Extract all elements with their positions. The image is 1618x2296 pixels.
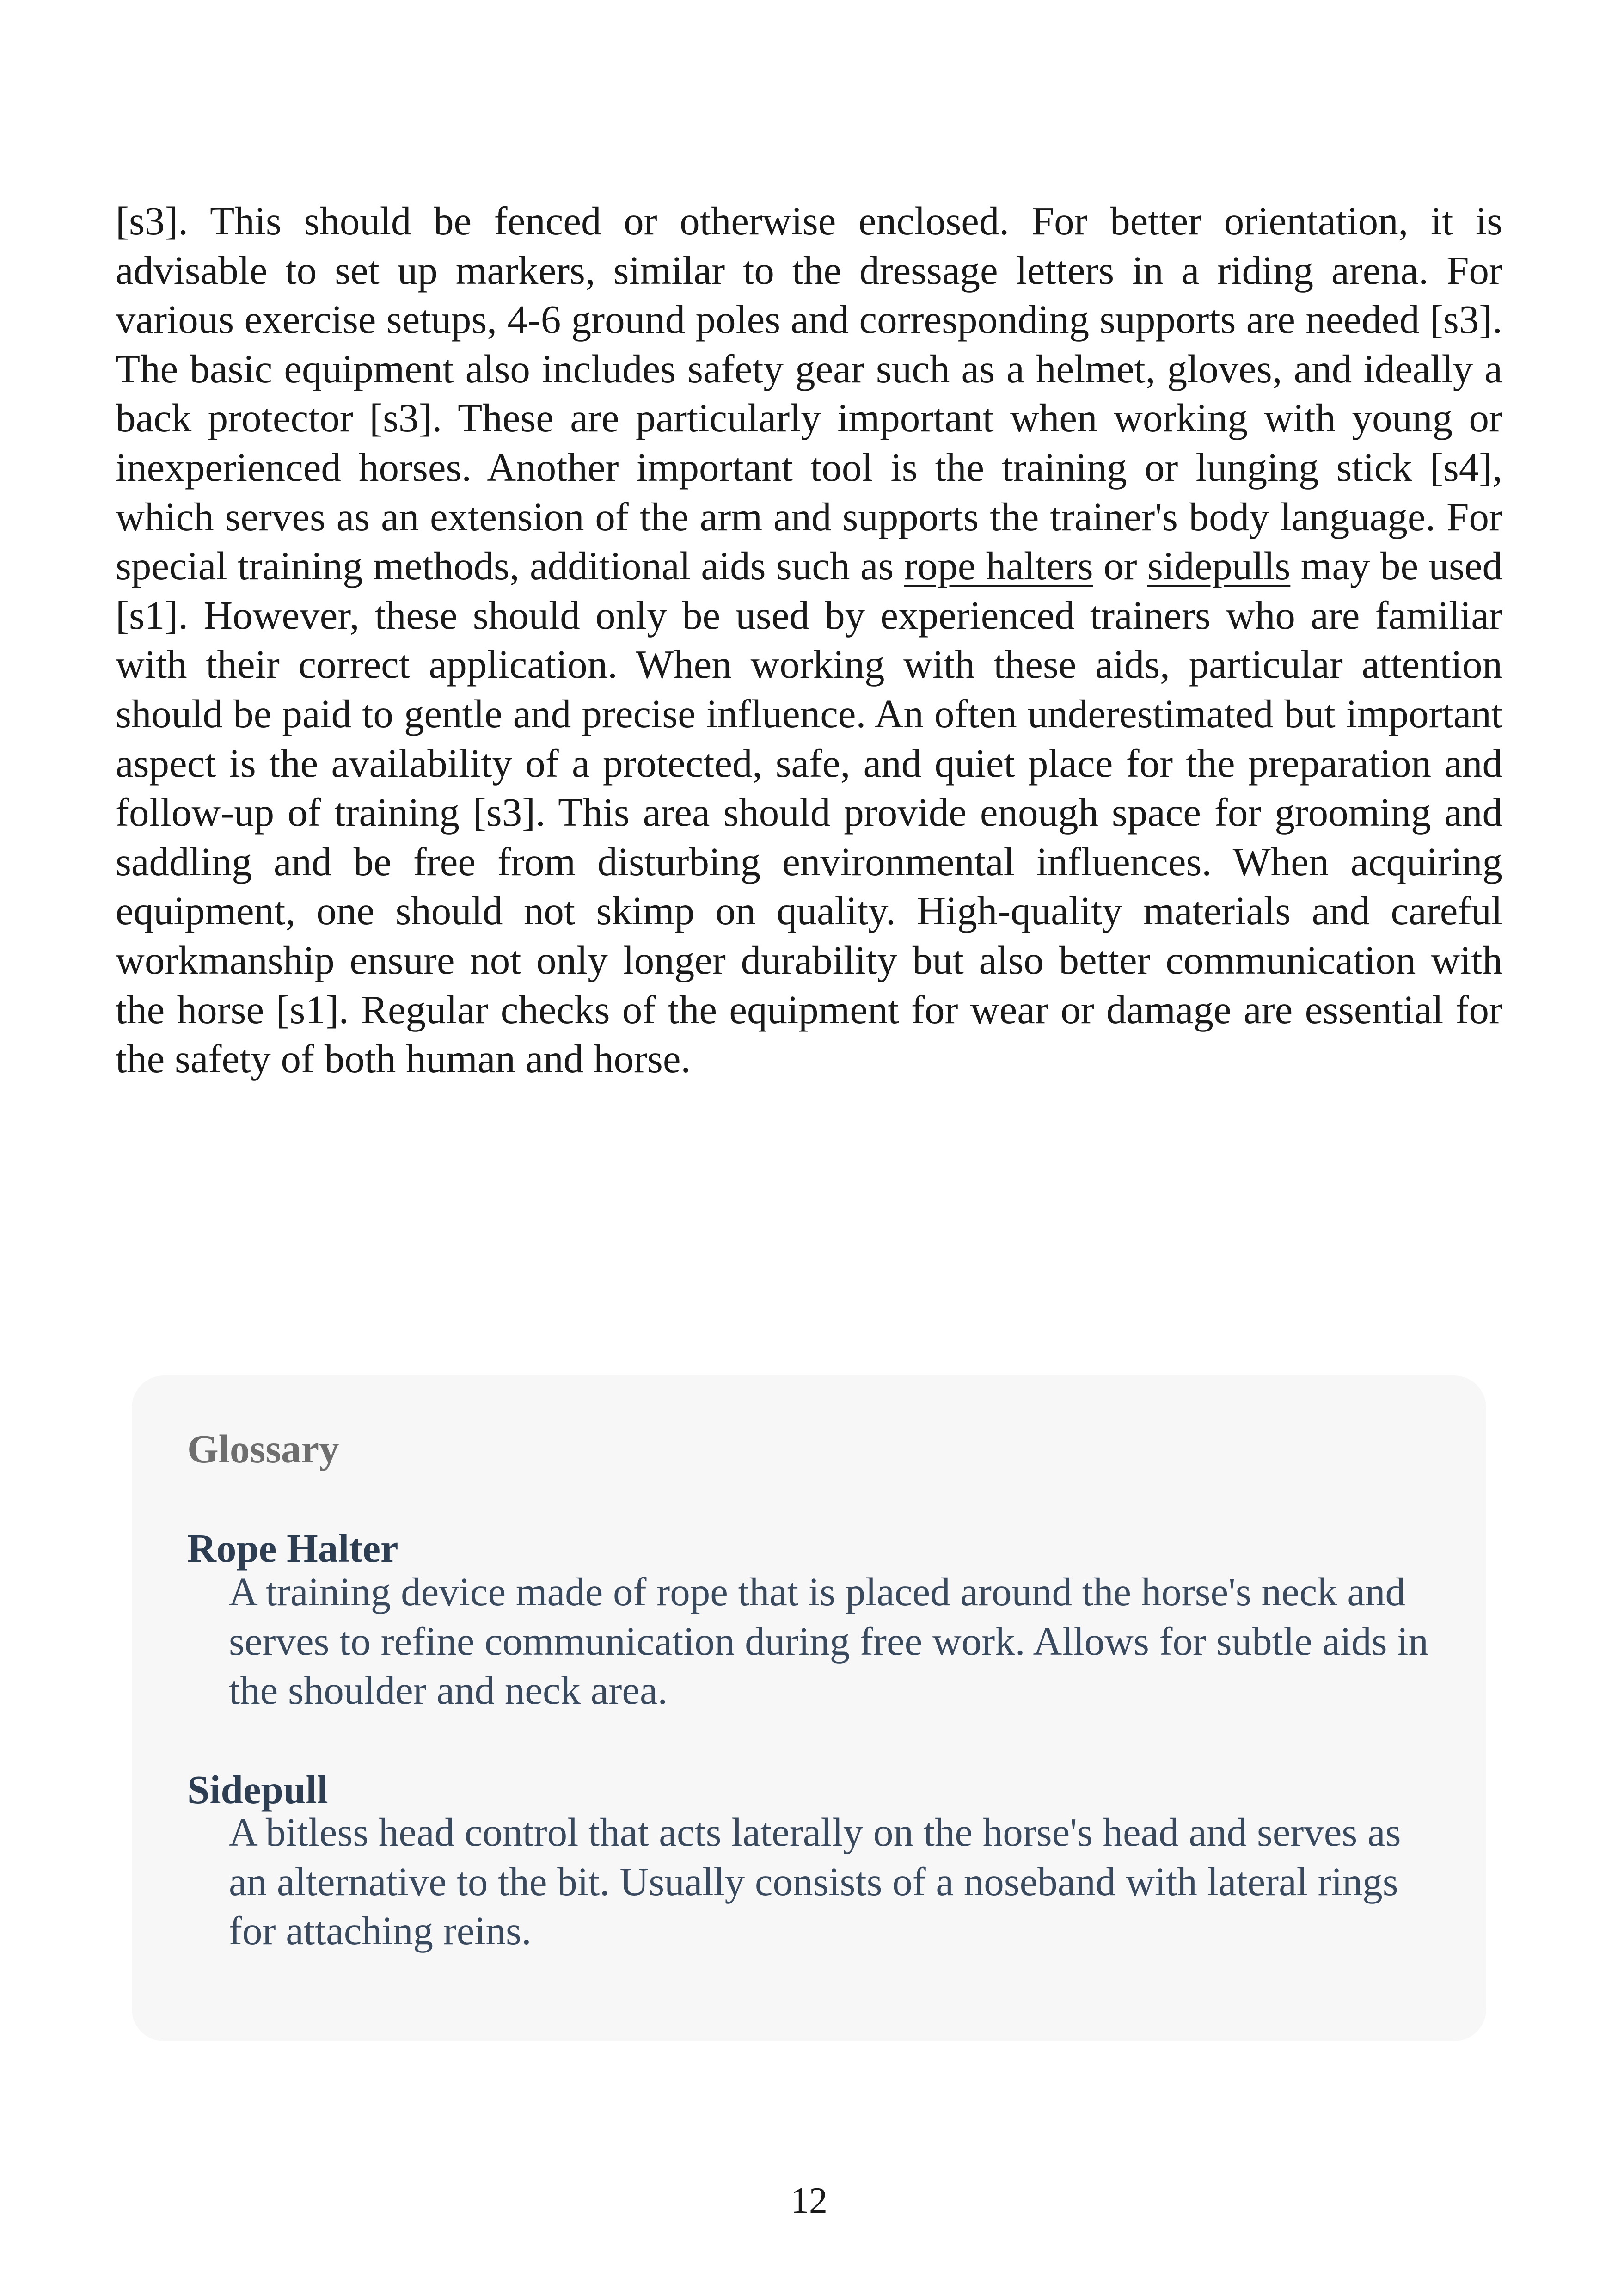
glossary-term-rope-halter: Rope Halter — [187, 1526, 398, 1571]
page-number: 12 — [791, 2180, 827, 2221]
glossary-title: Glossary — [187, 1426, 339, 1471]
glossary-term-sidepull: Sidepull — [187, 1767, 328, 1812]
rope-halters-link[interactable]: rope halters — [904, 543, 1093, 589]
glossary-box — [132, 1375, 1486, 2041]
body-text-part-1: [s3]. This should be fenced or otherwise enclosed. For better orientation, it is advisable to set up markers, similar to the dressage letters in a riding arena. For various exercise setups, 4-6 ground poles and corresponding supports are needed [s3]. The basic equipment also includes safety gear such as a helmet, gloves, and ideally a back protector [s3]. These are particularly important when working with young or inexperienced horses. Another important tool is the training or lunging stick [s4], which serves as an extension of the arm and supports the trainer's body language. For special training methods, additional aids such as — [116, 198, 1502, 589]
glossary-definition-rope-halter: A training device made of rope that is placed around the horse's neck and serves to refine communication during free work. Allows for subtle aids in the shoulder and neck area. — [229, 1569, 1428, 1713]
glossary-definition-sidepull: A bitless head control that acts laterally on the horse's head and serves as an alternative to the bit. Usually consists of a noseband with lateral rings for attaching reins. — [229, 1810, 1401, 1953]
body-paragraph — [116, 196, 1502, 1084]
body-text-part-2: or — [1093, 543, 1147, 589]
body-text-part-3: may be used [s1]. However, these should only be used by experienced trainers who are familiar with their correct application. When working with these aids, particular attention should be paid to gentle and precise influence. An often underestimated but important aspect is the availability of a protected, safe, and quiet place for the preparation and follow-up of training [s3]. This area should provide enough space for grooming and saddling and be free from disturbing environmental influences. When acquiring equipment, one should not skimp on quality. High-quality materials and careful workmanship ensure not only longer durability but also better communication with the horse [s1]. Regular checks of the equipment for wear or damage are essential for the safety of both human and horse. — [116, 543, 1502, 1081]
sidepulls-link[interactable]: sidepulls — [1147, 543, 1291, 589]
